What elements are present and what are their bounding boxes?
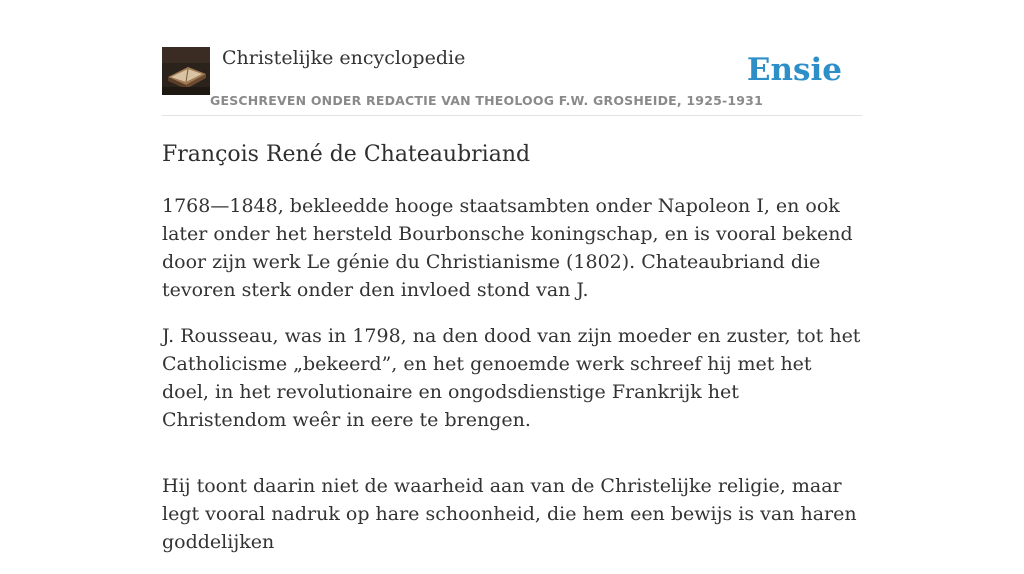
avatar[interactable] xyxy=(162,47,210,95)
book-icon xyxy=(162,47,210,95)
article-paragraph: Hij toont daarin niet de waarheid aan van de Christelijke religie, maar legt vooral nadruk op hare schoonheid, die hem een bewijs is van haren goddelijken xyxy=(162,475,857,553)
header-divider xyxy=(162,115,862,116)
site-subtitle: GESCHREVEN ONDER REDACTIE VAN THEOLOOG F.W. GROSHEIDE, 1925-1931 xyxy=(210,93,763,108)
article-paragraph: J. Rousseau, was in 1798, na den dood van zijn moeder en zuster, tot het Catholicisme „bekeerd”, en het genoemde werk schreef hij met het doel, in het revolutionaire en ongodsdienstige Frankrijk het Christendom weêr in eere te brengen. xyxy=(162,325,861,431)
article-paragraph: 1768—1848, bekleedde hooge staatsambten onder Napoleon I, en ook later onder het hersteld Bourbonsche koningschap, en is vooral bekend door zijn werk Le génie du Christianisme (1802). Chateaubriand die tevoren sterk onder den invloed stond van J. xyxy=(162,195,853,301)
site-title[interactable]: Christelijke encyclopedie xyxy=(222,47,466,69)
brand-logo[interactable]: Ensie xyxy=(746,52,842,88)
article-body xyxy=(162,192,864,574)
article-title: François René de Chateaubriand xyxy=(162,142,531,167)
site-header xyxy=(162,46,862,116)
